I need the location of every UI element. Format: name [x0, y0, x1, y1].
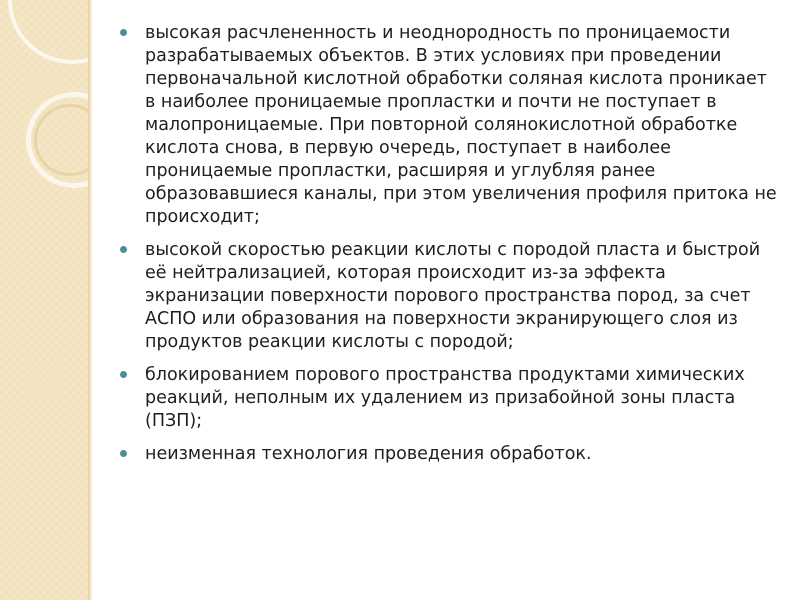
decorative-side-panel: [0, 0, 88, 600]
bullet-text: высокая расчлененность и неоднородность по проницаемости разрабатываемых объектов. В этих условиях при проведении первоначальной кислотной обработки соляная кислота проникает в наиболее проницаемые пропластки и почти не поступает в малопроницаемые. При повторной солянокислотной обработке кислота снова, в первую очередь, поступает в наиболее проницаемые пропластки, расширяя и углубляя ранее образовавшиеся каналы, при этом увеличения профиля притока не происходит;: [145, 23, 777, 227]
bullet-text: неизменная технология проведения обработок.: [145, 444, 592, 464]
bullet-dot-icon: [120, 450, 127, 457]
panel-edge-divider: [88, 0, 92, 600]
bullet-text: блокированием порового пространства продуктами химических реакций, неполным их удалением из призабойной зоны пласта (ПЗП);: [145, 365, 745, 431]
bullet-list: [120, 22, 780, 476]
bullet-dot-icon: [120, 29, 127, 36]
bullet-dot-icon: [120, 371, 127, 378]
bullet-item: [120, 22, 780, 229]
bullet-item: [120, 443, 780, 466]
bullet-item: [120, 239, 780, 354]
decorative-ring-top: [8, 0, 88, 64]
bullet-text: высокой скоростью реакции кислоты с породой пласта и быстрой её нейтрализацией, которая происходит из-за эффекта экранизации поверхности порового пространства пород, за счет АСПО или образования на поверхности экранирующего слоя из продуктов реакции кислоты с породой;: [145, 240, 761, 352]
bullet-dot-icon: [120, 246, 127, 253]
bullet-item: [120, 364, 780, 433]
